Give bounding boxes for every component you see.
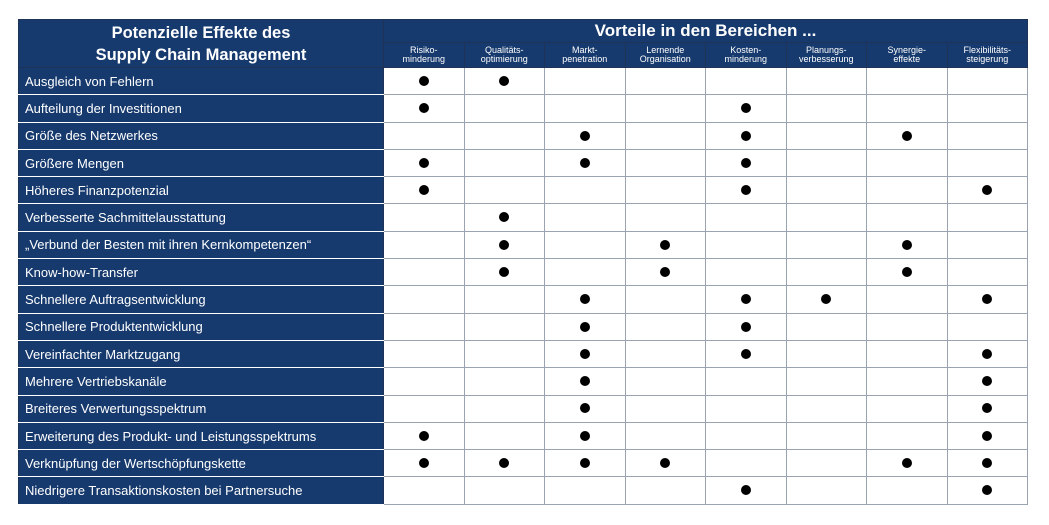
matrix-cell — [867, 68, 948, 95]
bullet-dot-icon — [982, 349, 992, 359]
column-header-line2: steigerung — [966, 54, 1009, 64]
matrix-cell — [786, 313, 867, 340]
matrix-cell — [545, 95, 626, 122]
column-header — [867, 43, 948, 68]
matrix-cell — [384, 313, 465, 340]
matrix-cell — [384, 177, 465, 204]
matrix-cell — [947, 450, 1028, 477]
column-header-line1: Qualitäts- — [484, 45, 524, 55]
matrix-cell — [706, 204, 787, 231]
matrix-cell — [625, 340, 706, 367]
column-header — [706, 43, 787, 68]
matrix-cell — [464, 177, 545, 204]
matrix-cell — [545, 368, 626, 395]
bullet-dot-icon — [982, 403, 992, 413]
row-label: „Verbund der Besten mit ihren Kernkompetenzen“ — [19, 231, 384, 258]
matrix-cell — [706, 177, 787, 204]
column-header-line1: Lernende — [646, 45, 685, 55]
matrix-cell — [625, 477, 706, 504]
table-row — [19, 286, 1028, 313]
column-header — [545, 43, 626, 68]
matrix-cell — [464, 368, 545, 395]
matrix-cell — [545, 149, 626, 176]
bullet-dot-icon — [499, 458, 509, 468]
matrix-cell — [786, 149, 867, 176]
table-row — [19, 259, 1028, 286]
bullet-dot-icon — [982, 185, 992, 195]
bullet-dot-icon — [741, 485, 751, 495]
matrix-cell — [625, 422, 706, 449]
bullet-dot-icon — [982, 485, 992, 495]
row-label: Schnellere Produktentwicklung — [19, 313, 384, 340]
matrix-cell — [867, 259, 948, 286]
row-label: Schnellere Auftragsentwicklung — [19, 286, 384, 313]
matrix-cell — [545, 177, 626, 204]
matrix-cell — [384, 477, 465, 504]
matrix-cell — [384, 286, 465, 313]
matrix-cell — [464, 204, 545, 231]
matrix-cell — [625, 95, 706, 122]
matrix-cell — [464, 313, 545, 340]
column-header-line1: Markt- — [572, 45, 598, 55]
matrix-cell — [947, 122, 1028, 149]
matrix-cell — [947, 368, 1028, 395]
matrix-cell — [706, 368, 787, 395]
matrix-cell — [625, 368, 706, 395]
matrix-cell — [947, 395, 1028, 422]
matrix-cell — [625, 259, 706, 286]
matrix-cell — [545, 231, 626, 258]
row-label: Know-how-Transfer — [19, 259, 384, 286]
row-label: Niedrigere Transaktionskosten bei Partnersuche — [19, 477, 384, 504]
column-header-line2: verbesserung — [798, 54, 854, 64]
matrix-cell — [545, 313, 626, 340]
matrix-cell — [384, 340, 465, 367]
bullet-dot-icon — [982, 294, 992, 304]
matrix-cell — [786, 368, 867, 395]
row-label: Breiteres Verwertungsspektrum — [19, 395, 384, 422]
column-header — [625, 43, 706, 68]
row-label: Größe des Netzwerkes — [19, 122, 384, 149]
matrix-cell — [706, 395, 787, 422]
bullet-dot-icon — [499, 240, 509, 250]
bullet-dot-icon — [660, 240, 670, 250]
matrix-cell — [625, 122, 706, 149]
bullet-dot-icon — [902, 131, 912, 141]
bullet-dot-icon — [580, 403, 590, 413]
bullet-dot-icon — [741, 103, 751, 113]
matrix-cell — [786, 68, 867, 95]
matrix-cell — [545, 477, 626, 504]
matrix-cell — [867, 395, 948, 422]
bullet-dot-icon — [499, 212, 509, 222]
matrix-cell — [464, 395, 545, 422]
matrix-cell — [786, 204, 867, 231]
row-label: Aufteilung der Investitionen — [19, 95, 384, 122]
row-label: Mehrere Vertriebskanäle — [19, 368, 384, 395]
row-label: Verknüpfung der Wertschöpfungskette — [19, 450, 384, 477]
matrix-cell — [706, 259, 787, 286]
matrix-cell — [867, 122, 948, 149]
matrix-cell — [384, 259, 465, 286]
matrix-cell — [947, 177, 1028, 204]
matrix-cell — [706, 340, 787, 367]
row-label: Vereinfachter Marktzugang — [19, 340, 384, 367]
matrix-cell — [786, 286, 867, 313]
matrix-cell — [867, 477, 948, 504]
bullet-dot-icon — [741, 294, 751, 304]
matrix-cell — [545, 259, 626, 286]
column-header — [384, 43, 465, 68]
matrix-cell — [786, 477, 867, 504]
column-header-line1: Risiko- — [409, 45, 438, 55]
matrix-cell — [464, 477, 545, 504]
matrix-cell — [947, 259, 1028, 286]
column-header-line2: optimierung — [480, 54, 528, 64]
matrix-cell — [545, 286, 626, 313]
bullet-dot-icon — [741, 185, 751, 195]
matrix-cell — [947, 340, 1028, 367]
matrix-cell — [625, 177, 706, 204]
matrix-cell — [464, 68, 545, 95]
table-row — [19, 122, 1028, 149]
bullet-dot-icon — [499, 76, 509, 86]
matrix-title-line1: Potenzielle Effekte des — [111, 23, 291, 42]
bullet-dot-icon — [419, 103, 429, 113]
matrix-cell — [947, 422, 1028, 449]
bullet-dot-icon — [741, 322, 751, 332]
matrix-cell — [786, 340, 867, 367]
matrix-cell — [464, 122, 545, 149]
matrix-cell — [464, 149, 545, 176]
table-row — [19, 231, 1028, 258]
column-header — [786, 43, 867, 68]
table-row — [19, 68, 1028, 95]
matrix-cell — [867, 340, 948, 367]
table-row — [19, 149, 1028, 176]
matrix-cell — [947, 68, 1028, 95]
column-header-line1: Synergie- — [887, 45, 927, 55]
column-header-line1: Kosten- — [730, 45, 762, 55]
column-header-line2: minderung — [402, 54, 446, 64]
matrix-cell — [625, 313, 706, 340]
matrix-cell — [867, 368, 948, 395]
column-header — [464, 43, 545, 68]
matrix-cell — [384, 68, 465, 95]
matrix-cell — [947, 313, 1028, 340]
column-header — [947, 43, 1028, 68]
bullet-dot-icon — [580, 294, 590, 304]
bullet-dot-icon — [419, 158, 429, 168]
bullet-dot-icon — [580, 349, 590, 359]
matrix-cell — [625, 395, 706, 422]
matrix-cell — [706, 231, 787, 258]
bullet-dot-icon — [580, 322, 590, 332]
matrix-cell — [464, 450, 545, 477]
bullet-dot-icon — [741, 349, 751, 359]
table-row — [19, 395, 1028, 422]
matrix-cell — [867, 95, 948, 122]
column-header-line1: Flexibilitäts- — [963, 45, 1011, 55]
matrix-cell — [625, 149, 706, 176]
matrix-cell — [706, 122, 787, 149]
bullet-dot-icon — [419, 185, 429, 195]
column-header-line2: minderung — [724, 54, 768, 64]
column-header-line2: effekte — [893, 54, 921, 64]
bullet-dot-icon — [982, 431, 992, 441]
matrix-cell — [625, 231, 706, 258]
matrix-cell — [867, 450, 948, 477]
matrix-cell — [867, 231, 948, 258]
row-label: Höheres Finanzpotenzial — [19, 177, 384, 204]
matrix-cell — [867, 177, 948, 204]
table-row — [19, 340, 1028, 367]
matrix-cell — [464, 422, 545, 449]
matrix-cell — [384, 450, 465, 477]
bullet-dot-icon — [580, 158, 590, 168]
matrix-cell — [947, 231, 1028, 258]
column-header-line1: Planungs- — [805, 45, 847, 55]
bullet-dot-icon — [419, 458, 429, 468]
table-row — [19, 450, 1028, 477]
matrix-cell — [384, 395, 465, 422]
row-label: Größere Mengen — [19, 149, 384, 176]
row-label: Ausgleich von Fehlern — [19, 68, 384, 95]
matrix-cell — [786, 450, 867, 477]
bullet-dot-icon — [660, 458, 670, 468]
table-row — [19, 95, 1028, 122]
bullet-dot-icon — [741, 158, 751, 168]
matrix-cell — [947, 477, 1028, 504]
bullet-dot-icon — [580, 458, 590, 468]
matrix-cell — [947, 286, 1028, 313]
bullet-dot-icon — [580, 431, 590, 441]
bullet-dot-icon — [982, 376, 992, 386]
matrix-cell — [786, 122, 867, 149]
matrix-cell — [706, 95, 787, 122]
table-row — [19, 177, 1028, 204]
bullet-dot-icon — [821, 294, 831, 304]
matrix-cell — [706, 450, 787, 477]
matrix-cell — [545, 422, 626, 449]
bullet-dot-icon — [419, 431, 429, 441]
matrix-cell — [545, 450, 626, 477]
column-header-line2: penetration — [562, 54, 608, 64]
matrix-cell — [706, 149, 787, 176]
matrix-cell — [706, 68, 787, 95]
matrix-cell — [706, 477, 787, 504]
matrix-cell — [625, 286, 706, 313]
matrix-cell — [867, 286, 948, 313]
table-row — [19, 368, 1028, 395]
table-row — [19, 313, 1028, 340]
matrix-cell — [384, 122, 465, 149]
matrix-cell — [867, 422, 948, 449]
bullet-dot-icon — [741, 131, 751, 141]
matrix-cell — [545, 395, 626, 422]
table-row — [19, 477, 1028, 504]
matrix-cell — [706, 313, 787, 340]
matrix-cell — [464, 286, 545, 313]
bullet-dot-icon — [902, 240, 912, 250]
matrix-cell — [867, 313, 948, 340]
effects-matrix-table — [18, 19, 1028, 505]
matrix-title — [19, 20, 384, 68]
matrix-cell — [545, 340, 626, 367]
row-label: Erweiterung des Produkt- und Leistungsspektrums — [19, 422, 384, 449]
column-header-line2: Organisation — [639, 54, 691, 64]
matrix-cell — [625, 204, 706, 231]
matrix-cell — [384, 95, 465, 122]
matrix-cell — [947, 149, 1028, 176]
matrix-cell — [706, 286, 787, 313]
matrix-cell — [625, 68, 706, 95]
matrix-cell — [786, 422, 867, 449]
bullet-dot-icon — [902, 458, 912, 468]
bullet-dot-icon — [902, 267, 912, 277]
matrix-cell — [384, 422, 465, 449]
bullet-dot-icon — [419, 76, 429, 86]
bullet-dot-icon — [982, 458, 992, 468]
matrix-cell — [464, 95, 545, 122]
matrix-cell — [464, 231, 545, 258]
table-row — [19, 204, 1028, 231]
matrix-cell — [786, 95, 867, 122]
matrix-cell — [464, 259, 545, 286]
bullet-dot-icon — [580, 131, 590, 141]
matrix-cell — [947, 95, 1028, 122]
matrix-cell — [867, 204, 948, 231]
matrix-cell — [625, 450, 706, 477]
matrix-body — [19, 68, 1028, 505]
bullet-dot-icon — [660, 267, 670, 277]
table-row — [19, 422, 1028, 449]
matrix-cell — [545, 68, 626, 95]
matrix-cell — [786, 177, 867, 204]
matrix-cell — [786, 231, 867, 258]
matrix-cell — [545, 204, 626, 231]
matrix-cell — [384, 368, 465, 395]
benefits-group-header: Vorteile in den Bereichen ... — [384, 20, 1028, 43]
matrix-cell — [384, 231, 465, 258]
matrix-title-line2: Supply Chain Management — [95, 45, 307, 64]
matrix-cell — [947, 204, 1028, 231]
matrix-cell — [786, 259, 867, 286]
matrix-cell — [384, 204, 465, 231]
matrix-cell — [384, 149, 465, 176]
bullet-dot-icon — [499, 267, 509, 277]
matrix-cell — [464, 340, 545, 367]
matrix-cell — [706, 422, 787, 449]
matrix-cell — [786, 395, 867, 422]
matrix-cell — [867, 149, 948, 176]
row-label: Verbesserte Sachmittelausstattung — [19, 204, 384, 231]
bullet-dot-icon — [580, 376, 590, 386]
matrix-cell — [545, 122, 626, 149]
